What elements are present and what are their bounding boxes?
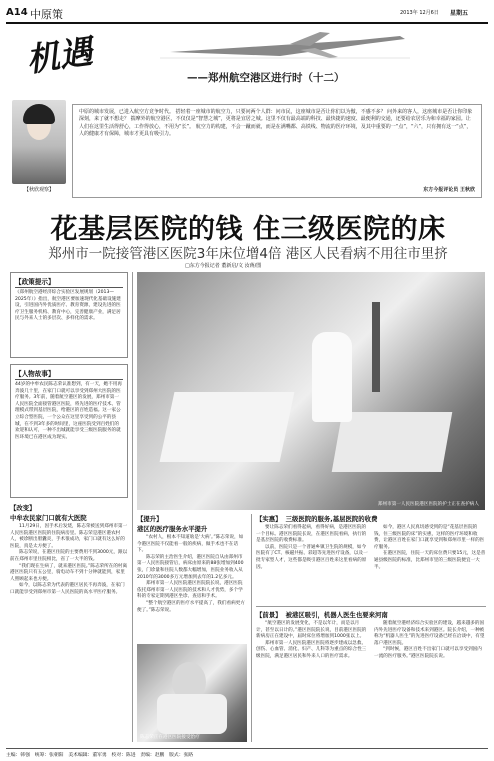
story-box [10,364,128,498]
change-paragraph: “我们现在生病了，就来港区医院。”陈志荣所在的村离港区医院只有五公里，骑电动车不到十分钟就能到，家里人照顾起来也方便。 [10,563,128,582]
change-title: 【改变】 [10,504,36,512]
upgrade-subtitle: 港区的医疗服务水平提升 [137,525,208,533]
outlook-paragraph: “到时候，港区百姓不出家门口就可以享受到国内一流的医疗服务。”港区医院院长说。 [374,647,482,659]
commentary-text: 中原的城市发展，已进入航空方竞争时代。 搭轻着一座城市的航空力，只要问两个人群：问市民，这座城市是否让你们以为傲，不感不多？ 问外来的客人，这座城市是否让你印象深刻，来了就不想走？ 揣摩外的航空港区，不仅仅是“智慧之城”，更将是宜居之城。这里不仅有最高端的科技、最快捷的速度、最便利的交通，还要给农居乐为和幸福的家园。让人们在这里生活得舒心，工作得放心，不用为“长”。 航空力的构建，不会一蹴而就，而是在满嘴都、高铁线、物流的医疗环境，及其中重要的一“点”，“六”，只有拥有这一“点”，人的健康才有保障，城市才更具有吸引力。 [79,109,473,138]
commentator-portrait [12,100,66,184]
portrait-caption: 【秋欣观察】 [23,187,54,193]
main-photo-caption: 郑州市第一人民医院港区医院的护士正在查护病人 [377,502,479,507]
change-paragraph: 11月29日，因手术后发烧，陈志荣被送到郑州市第一人民医院港区医院的住院病房里。陈志荣是港区港农村人，被诊断出胆囊炎，手术很成功，家门口就有这么好的医院，真是太方便了。 [10,524,128,549]
article-subhead: 郑州市一院接管港区医院3年床位增4倍 港区人民看病不用往市里挤 [48,246,448,262]
article-byline: □东方今报记者 董新启/文 汝蒋/图 [185,263,262,269]
policy-box [10,272,128,358]
benefit-subtitle: 三级医院的服务,基层医院的收费 [285,515,378,523]
outlook-section [256,606,486,742]
outlook-paragraph: 随着航空港经济综合实验区的建设，越来越多的国内外先进医疗设备和技术来到港区。院长介绍，一种被称为“机器人医生”的先进医疗设备已经在洽谈中，有望落户港区医院。 [374,621,485,646]
policy-box-text: 《郑州航空港经济综合实验区发展规划（2013—2025年）》指出，航空港区要加速现代化基础设施建设，引进国内外优质医疗、教育资源，建设先进的医疗卫生服务机构、教育中心，完善健康产业，满足居民与外来人士的多层次、多样化的需求。 [15,290,121,322]
benefit-paragraph: 以前，医院只是一个普通乡镇卫生院的规模，如今医院有了CT、核磁共振、彩超等先进医疗设备，以及一批专家型人才，这些都是吸引港区百姓来这里看病的原因。 [256,544,368,570]
outlook-paragraph: 郑州市第一人民医院港区医院将逐步建成以急救、创伤、心血管、消化、妇产、儿科等为重点的综合性三级医院，满足港区居民和外来人口的医疗需求。 [256,640,367,659]
change-paragraph: 陈志荣说，在港区住院的主要费用不到3000元，跟以前在郑州市里住院相比，省了一大半的钱。 [10,550,128,562]
page-code: A14 [6,7,28,18]
benefit-section [256,514,486,602]
change-paragraph: 如今，以陈志荣为代表的港区居民不再奔波，在家门口就能享受到郑州市第一人民医院的高水平医疗服务。 [10,583,125,595]
outlook-subtitle: 被港区吸引，机器人医生也要来河南 [285,611,388,619]
upgrade-paragraph: “整个航空港区的医疗水平提高了，我们看病更方便了。”陈志荣说。 [137,600,245,613]
issue-weekday: 星期五 [450,10,469,17]
main-photo [137,272,485,510]
issue-date: 2013年 12月6日 [400,10,439,16]
section-name: 中原策 [30,8,63,21]
commentary-credit: 东方今报评论员 王秋欣 [423,187,475,194]
column-divider [251,514,252,742]
story-box-text: 44岁的中牟农民陈志荣认准想到，有一天，她不用再奔波几十里，在家门口就可以享受到郑州大医院的医疗服务。3年前，随着航空港区的发展，郑州市第一人民医院全面接管港区医院，将先进的医疗技术、管理模式带到基层医院，给港区的百姓造福。这一家公立综合型医院，一个公众在这里享受到的公平的县城，在不到3年多的时间里，这座医院受到百姓们的欢迎和认可，一种不出城就能享受三级医院服务的就医环境已在港区成为现实。 [15,382,122,440]
upgrade-paragraph: 陈志荣的主治医生介绍，港区医院自从由郑州市第一人民医院接管后，病床由原来的88张增加到400张，门诊量和住院人数都大幅增加，医院业务收入从2010年的3000多万元增加到去年的1.2亿多元。 [137,554,244,580]
commentary-box [72,104,482,198]
series-title: ——郑州航空港区进行时（十二） [187,72,345,84]
patient-photo-caption: 陈志荣正在港区医院接受治疗 [140,735,200,740]
change-section [10,503,128,743]
outlook-title: 【前景】 [256,611,282,619]
upgrade-paragraph: “农村人，根本不知道啥是‘大病’。”陈志荣说，如今港区医院不仅能看一般的疾病，做手术也不在话下。 [137,535,244,554]
upgrade-section [137,514,247,640]
upgrade-paragraph: 郑州市第一人民医院港区医院院长说，港区医院依托郑州市第一人民医院的技术和人才优势，多个学科的专家定期到港区坐诊、查房和手术。 [137,581,243,600]
change-subtitle: 中牟农民家门口就有大医院 [10,514,87,522]
airplane-illustration [160,30,410,60]
header-rule [6,22,488,24]
upgrade-title: 【提升】 [137,515,163,523]
series-logo: 机遇 [23,31,95,80]
column-divider [132,272,133,742]
story-box-title: 【人物故事】 [15,368,123,380]
policy-box-title: 【政策提示】 [15,276,123,288]
benefit-paragraph: 在港区医院，住院一天的床位费只要15元，这是普通县级医院的标准，比郑州市里的三级医院便宜一大半。 [374,551,486,570]
patient-photo [137,644,247,742]
benefit-paragraph: 如今，港区人民真切感受到的是“花基层医院的钱，住三级医院的床”的实惠，这样的医疗环境和收费，让港区百姓在家门口就享受到和郑州市里一样的医疗服务。 [374,525,485,550]
page-footer: 主编：韩强 统筹：张朝阳 美术编辑：董军勇 校对：陈进 责编：赵鹏 版式：张路 [6,748,488,758]
article-headline: 花基层医院的钱 住三级医院的床 [50,214,446,245]
benefit-paragraph: 要让陈志荣们看得起病，看得好病，是港区医院的一个目标。港区医院院长说，在港区医院看病，执行的是基层医院的收费标准。 [256,525,367,544]
outlook-paragraph: “航空港区的发展变化，不是以年计，而是以月计，甚至以日计的。”港区医院院长说，目前港区医院的新病房正在建设中，届时床位将增加到1000张以上。 [256,621,367,640]
benefit-title: 【实惠】 [256,515,282,523]
